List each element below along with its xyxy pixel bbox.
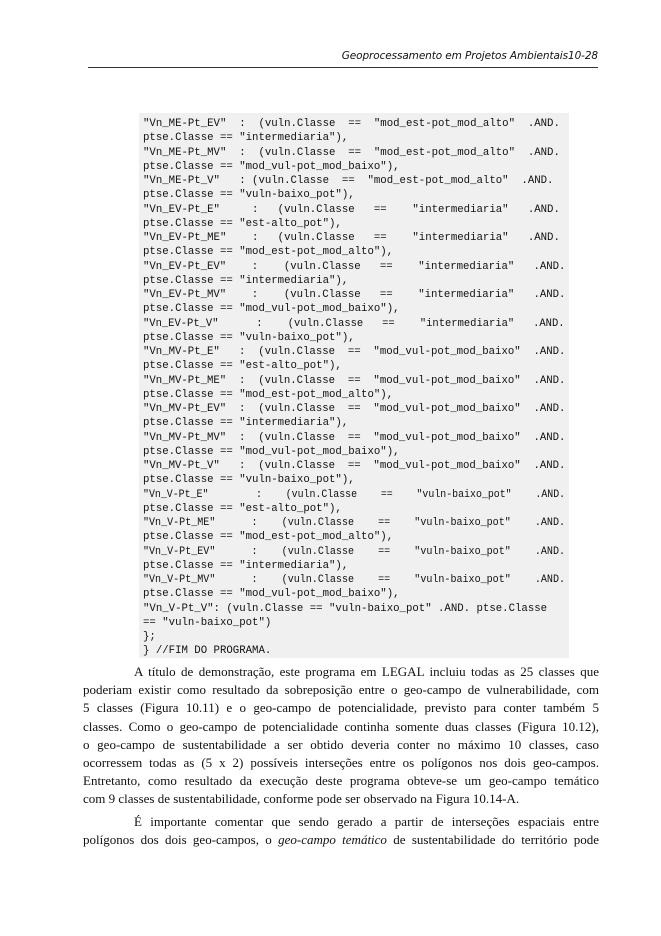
paragraph-line: ocorressem todas as (5 x 2) possíveis interseções entre os polígonos nos dois geo-campos. [83,755,599,771]
paragraph-text: de sustentabilidade do território pode [386,832,599,848]
paragraph-line: É importante comentar que sendo gerado a partir de interseções espaciais entre [134,814,599,829]
header-rule [88,67,598,68]
code-line: "Vn_V-Pt_EV" : (vuln.Classe == "vuln-baixo_pot" .AND. [143,545,566,558]
code-line: "Vn_V-Pt_E" : (vuln.Classe == "vuln-baixo_pot" .AND. [143,488,566,501]
code-line: ptse.Classe == "vuln-baixo_pot"), [143,189,355,202]
code-line: "Vn_EV-Pt_EV" : (vuln.Classe == "intermediaria" .AND. [143,260,566,273]
code-line: } //FIM DO PROGRAMA. [143,645,272,658]
paragraph-line: poderiam existir como resultado da sobreposição entre o geo-campo de vulnerabilidade, com [83,682,599,698]
body-paragraph-1 [83,663,599,809]
code-line: ptse.Classe == "vuln-baixo_pot"), [143,331,355,344]
code-line: "Vn_MV-Pt_E" : (vuln.Classe == "mod_vul-pot_mod_baixo" .AND. [143,346,566,358]
paragraph-line: classes. Como o geo-campo de potencialidade continha somente duas classes (Figura 10.12), [83,718,599,734]
paragraph-text: polígonos dos dois geo-campos, o [83,832,279,848]
code-line: ptse.Classe == "mod_est-pot_mod_alto"), [143,388,394,401]
code-line: "Vn_EV-Pt_MV" : (vuln.Classe == "intermediaria" .AND. [143,289,566,301]
running-header-text [342,50,598,62]
code-line: "Vn_EV-Pt_ME" : (vuln.Classe == "intermediaria" .AND. [143,232,560,244]
code-line: ptse.Classe == "intermediaria"), [143,274,349,287]
code-line: ptse.Classe == "mod_vul-pot_mod_baixo"), [143,445,400,458]
code-line: ptse.Classe == "mod_vul-pot_mod_baixo"), [143,303,400,316]
code-line: ptse.Classe == "intermediaria"), [143,132,349,145]
body-paragraph-2 [83,813,599,849]
code-line: "Vn_V-Pt_MV" : (vuln.Classe == "vuln-baixo_pot" .AND. [143,574,566,586]
code-line: "Vn_MV-Pt_MV" : (vuln.Classe == "mod_vul-pot_mod_baixo" .AND. [143,431,566,444]
code-line: "Vn_MV-Pt_V" : (vuln.Classe == "mod_vul-pot_mod_baixo" .AND. [143,460,566,472]
paragraph-line: Entretanto, como resultado da execução deste programa obteve-se um geo-campo temático [83,773,599,789]
code-line: "Vn_EV-Pt_V" : (vuln.Classe == "intermediaria" .AND. [143,317,565,330]
code-line: "Vn_ME-Pt_EV" : (vuln.Classe == "mod_est-pot_mod_alto" .AND. [143,118,560,130]
running-header [88,46,598,68]
page-number: 10-28 [567,50,598,62]
code-line: ptse.Classe == "est-alto_pot"), [143,502,342,515]
code-line: "Vn_MV-Pt_EV" : (vuln.Classe == "mod_vul-pot_mod_baixo" .AND. [143,403,566,415]
code-listing [139,113,569,658]
paragraph-line: com 9 classes de sustentabilidade, conforme pode ser observado na Figura 10.14-A. [83,791,520,807]
running-title: Geoprocessamento em Projetos Ambientais [341,50,568,62]
code-line: ptse.Classe == "intermediaria"), [143,417,349,430]
code-line: "Vn_V-Pt_ME" : (vuln.Classe == "vuln-baixo_pot" .AND. [143,517,566,529]
paragraph-line: 5 classes (Figura 10.11) e o geo-campo de potencialidade, previsto para conter também 5 [83,700,599,716]
paragraph-line [83,831,599,849]
code-line: ptse.Classe == "mod_est-pot_mod_alto"), [143,531,394,544]
paragraph-line: A título de demonstração, este programa em LEGAL incluiu todas as 25 classes que [134,664,599,679]
code-line: ptse.Classe == "intermediaria"), [143,559,349,572]
code-line: }; [143,631,156,643]
code-line: "Vn_EV-Pt_E" : (vuln.Classe == "intermediaria" .AND. [143,203,560,216]
code-line: == "vuln-baixo_pot") [143,616,272,629]
code-line: ptse.Classe == "est-alto_pot"), [143,217,342,230]
emphasized-term: geo-campo temático [278,832,387,848]
paragraph-line: o geo-campo de sustentabilidade a ser obtido deveria conter no máximo 10 classes, caso [83,736,599,752]
code-line: ptse.Classe == "mod_vul-pot_mod_baixo"), [143,160,400,173]
code-line: "Vn_ME-Pt_MV" : (vuln.Classe == "mod_est-pot_mod_alto" .AND. [143,146,560,159]
code-line: "Vn_MV-Pt_ME" : (vuln.Classe == "mod_vul-pot_mod_baixo" .AND. [143,374,566,387]
code-line: "Vn_ME-Pt_V" : (vuln.Classe == "mod_est-pot_mod_alto" .AND. [143,175,554,187]
code-line: ptse.Classe == "mod_est-pot_mod_alto"), [143,246,394,259]
code-line: ptse.Classe == "vuln-baixo_pot"), [143,474,355,487]
code-line: ptse.Classe == "est-alto_pot"), [143,360,342,373]
code-line: "Vn_V-Pt_V": (vuln.Classe == "vuln-baixo_pot" .AND. ptse.Classe [143,602,548,615]
code-line: ptse.Classe == "mod_vul-pot_mod_baixo"), [143,588,400,601]
